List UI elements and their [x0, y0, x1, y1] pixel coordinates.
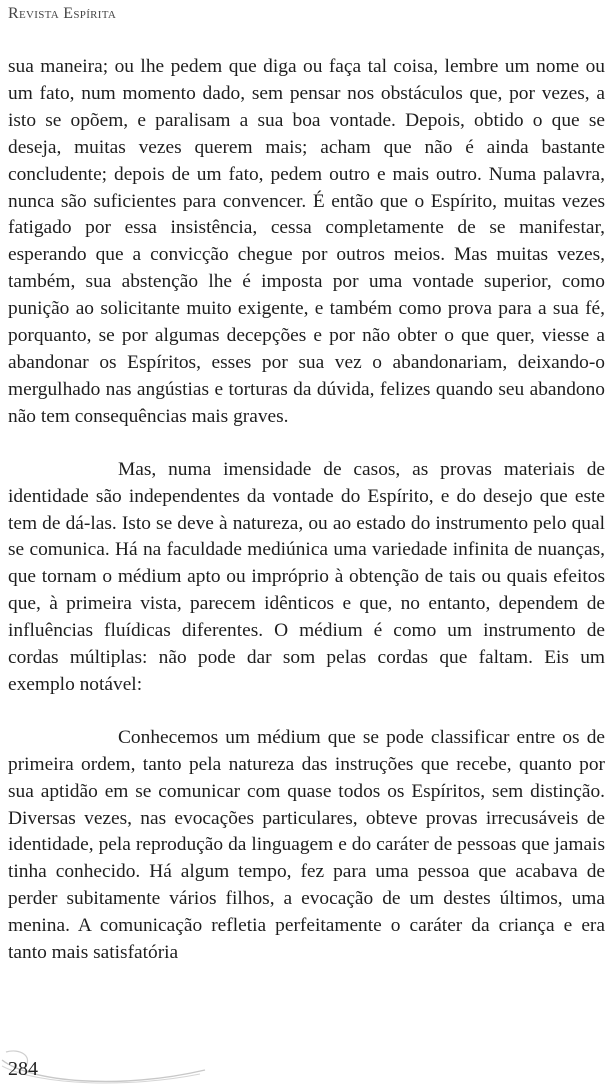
- page-number: 284: [8, 1058, 38, 1080]
- running-header: Revista Espírita: [8, 5, 117, 22]
- page-body: [8, 54, 605, 967]
- paragraph-provas-materiais: Mas, numa imensidade de casos, as provas materiais de identidade são independentes da vontade do Espírito, e do desejo que este tem de dá-las. Isto se deve à natureza, ou ao estado do instrumento pelo qual se comunica. Há na faculdade mediúnica uma variedade infinita de nuanças, que tornam o médium apto ou impróprio à obtenção de tais ou quais efeitos que, à primeira vista, parecem idênticos e que, no entanto, dependem de influências fluídicas diferentes. O médium é como um instrumento de cordas múltiplas: não pode dar som pelas cordas que faltam. Eis um exemplo notável:: [8, 458, 605, 695]
- paragraph-exemplo-medium: Conhecemos um médium que se pode classificar entre os de primeira ordem, tanto pela natureza das instruções que recebe, quanto por sua aptidão em se comunicar com quase todos os Espíritos, sem distinção. Diversas vezes, nas evocações particulares, obteve provas irrecusáveis de identidade, pela reprodução da linguagem e do caráter de pessoas que jamais tinha conhecido. Há algum tempo, fez para uma pessoa que acabava de perder subitamente vários filhos, a evocação de um destes últimos, uma menina. A comunicação refletia perfeitamente o caráter da criança e era tanto mais satisfatória: [8, 726, 605, 964]
- paragraph-continuation: sua maneira; ou lhe pedem que diga ou faça tal coisa, lembre um nome ou um fato, num momento dado, sem pensar nos obstáculos que, por vezes, a isto se opõem, e paralisam a sua boa vontade. Depois, obtido o que se deseja, muitas vezes querem mais; acham que não é ainda bastante concludente; depois de um fato, pedem outro e mais outro. Numa palavra, nunca são suficientes para convencer. É então que o Espírito, muitas vezes fatigado por essa insistência, cessa completamente de se manifestar, esperando que a convicção chegue por outros meios. Mas muitas vezes, também, sua abstenção lhe é imposta por uma vontade superior, como punição ao solicitante muito exigente, e também como prova para a sua fé, porquanto, se por algumas decepções e por não obter o que quer, viesse a abandonar os Espíritos, esses por sua vez o abandonariam, deixando-o mergulhado nas angústias e torturas da dúvida, felizes quando seu abandono não tem consequências mais graves.: [8, 56, 605, 427]
